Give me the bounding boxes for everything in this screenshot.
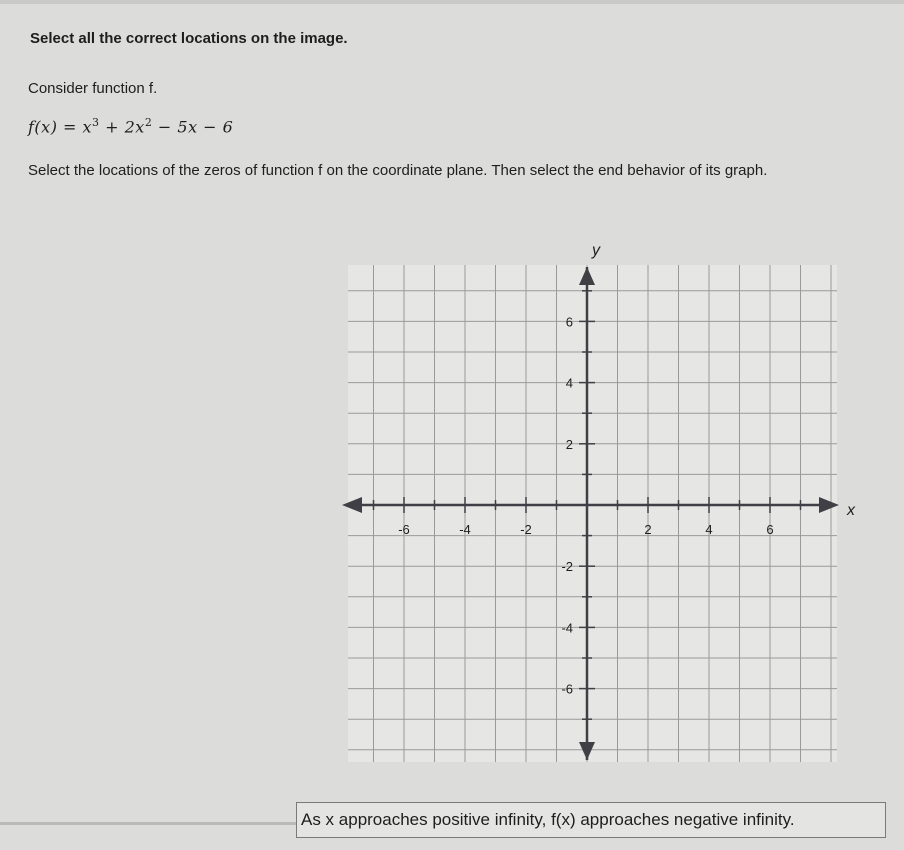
y-tick-label: 4 [565, 375, 573, 391]
y-tick-label: -6 [561, 681, 573, 697]
end-behavior-option[interactable]: As x approaches positive infinity, f(x) approaches negative infinity. [296, 802, 886, 838]
plot-area[interactable] [348, 265, 837, 762]
consider-text: Consider function f. [28, 80, 158, 97]
x-tick-label: -4 [459, 522, 471, 537]
y-tick-label: -2 [561, 559, 573, 575]
formula-mid: + 2x [99, 117, 145, 137]
x-tick-label: 4 [705, 522, 713, 537]
x-tick-label: -2 [520, 522, 532, 537]
formula-exponent-2: 2 [144, 116, 153, 129]
y-tick-label: 6 [565, 314, 573, 330]
prompt-text: Select the locations of the zeros of function f on the coordinate plane. Then select the end behavior of its graph. [28, 162, 768, 179]
x-tick-label: 6 [766, 522, 774, 537]
x-tick-label: 2 [644, 522, 652, 537]
bottom-divider [0, 822, 296, 825]
formula-rhs: − 5x − 6 [152, 117, 234, 137]
y-tick-label: 2 [565, 436, 573, 452]
instruction-text: Select all the correct locations on the image. [30, 30, 348, 47]
x-axis-label: x [847, 502, 855, 519]
y-axis-label: y [592, 242, 600, 259]
coordinate-plane[interactable] [300, 235, 870, 775]
formula-lhs: f(x) = x [28, 117, 93, 137]
formula-exponent-3: 3 [92, 116, 100, 129]
top-divider [0, 0, 904, 4]
x-tick-label: -6 [398, 522, 410, 537]
function-formula [28, 116, 233, 136]
y-tick-label: -4 [561, 620, 573, 636]
